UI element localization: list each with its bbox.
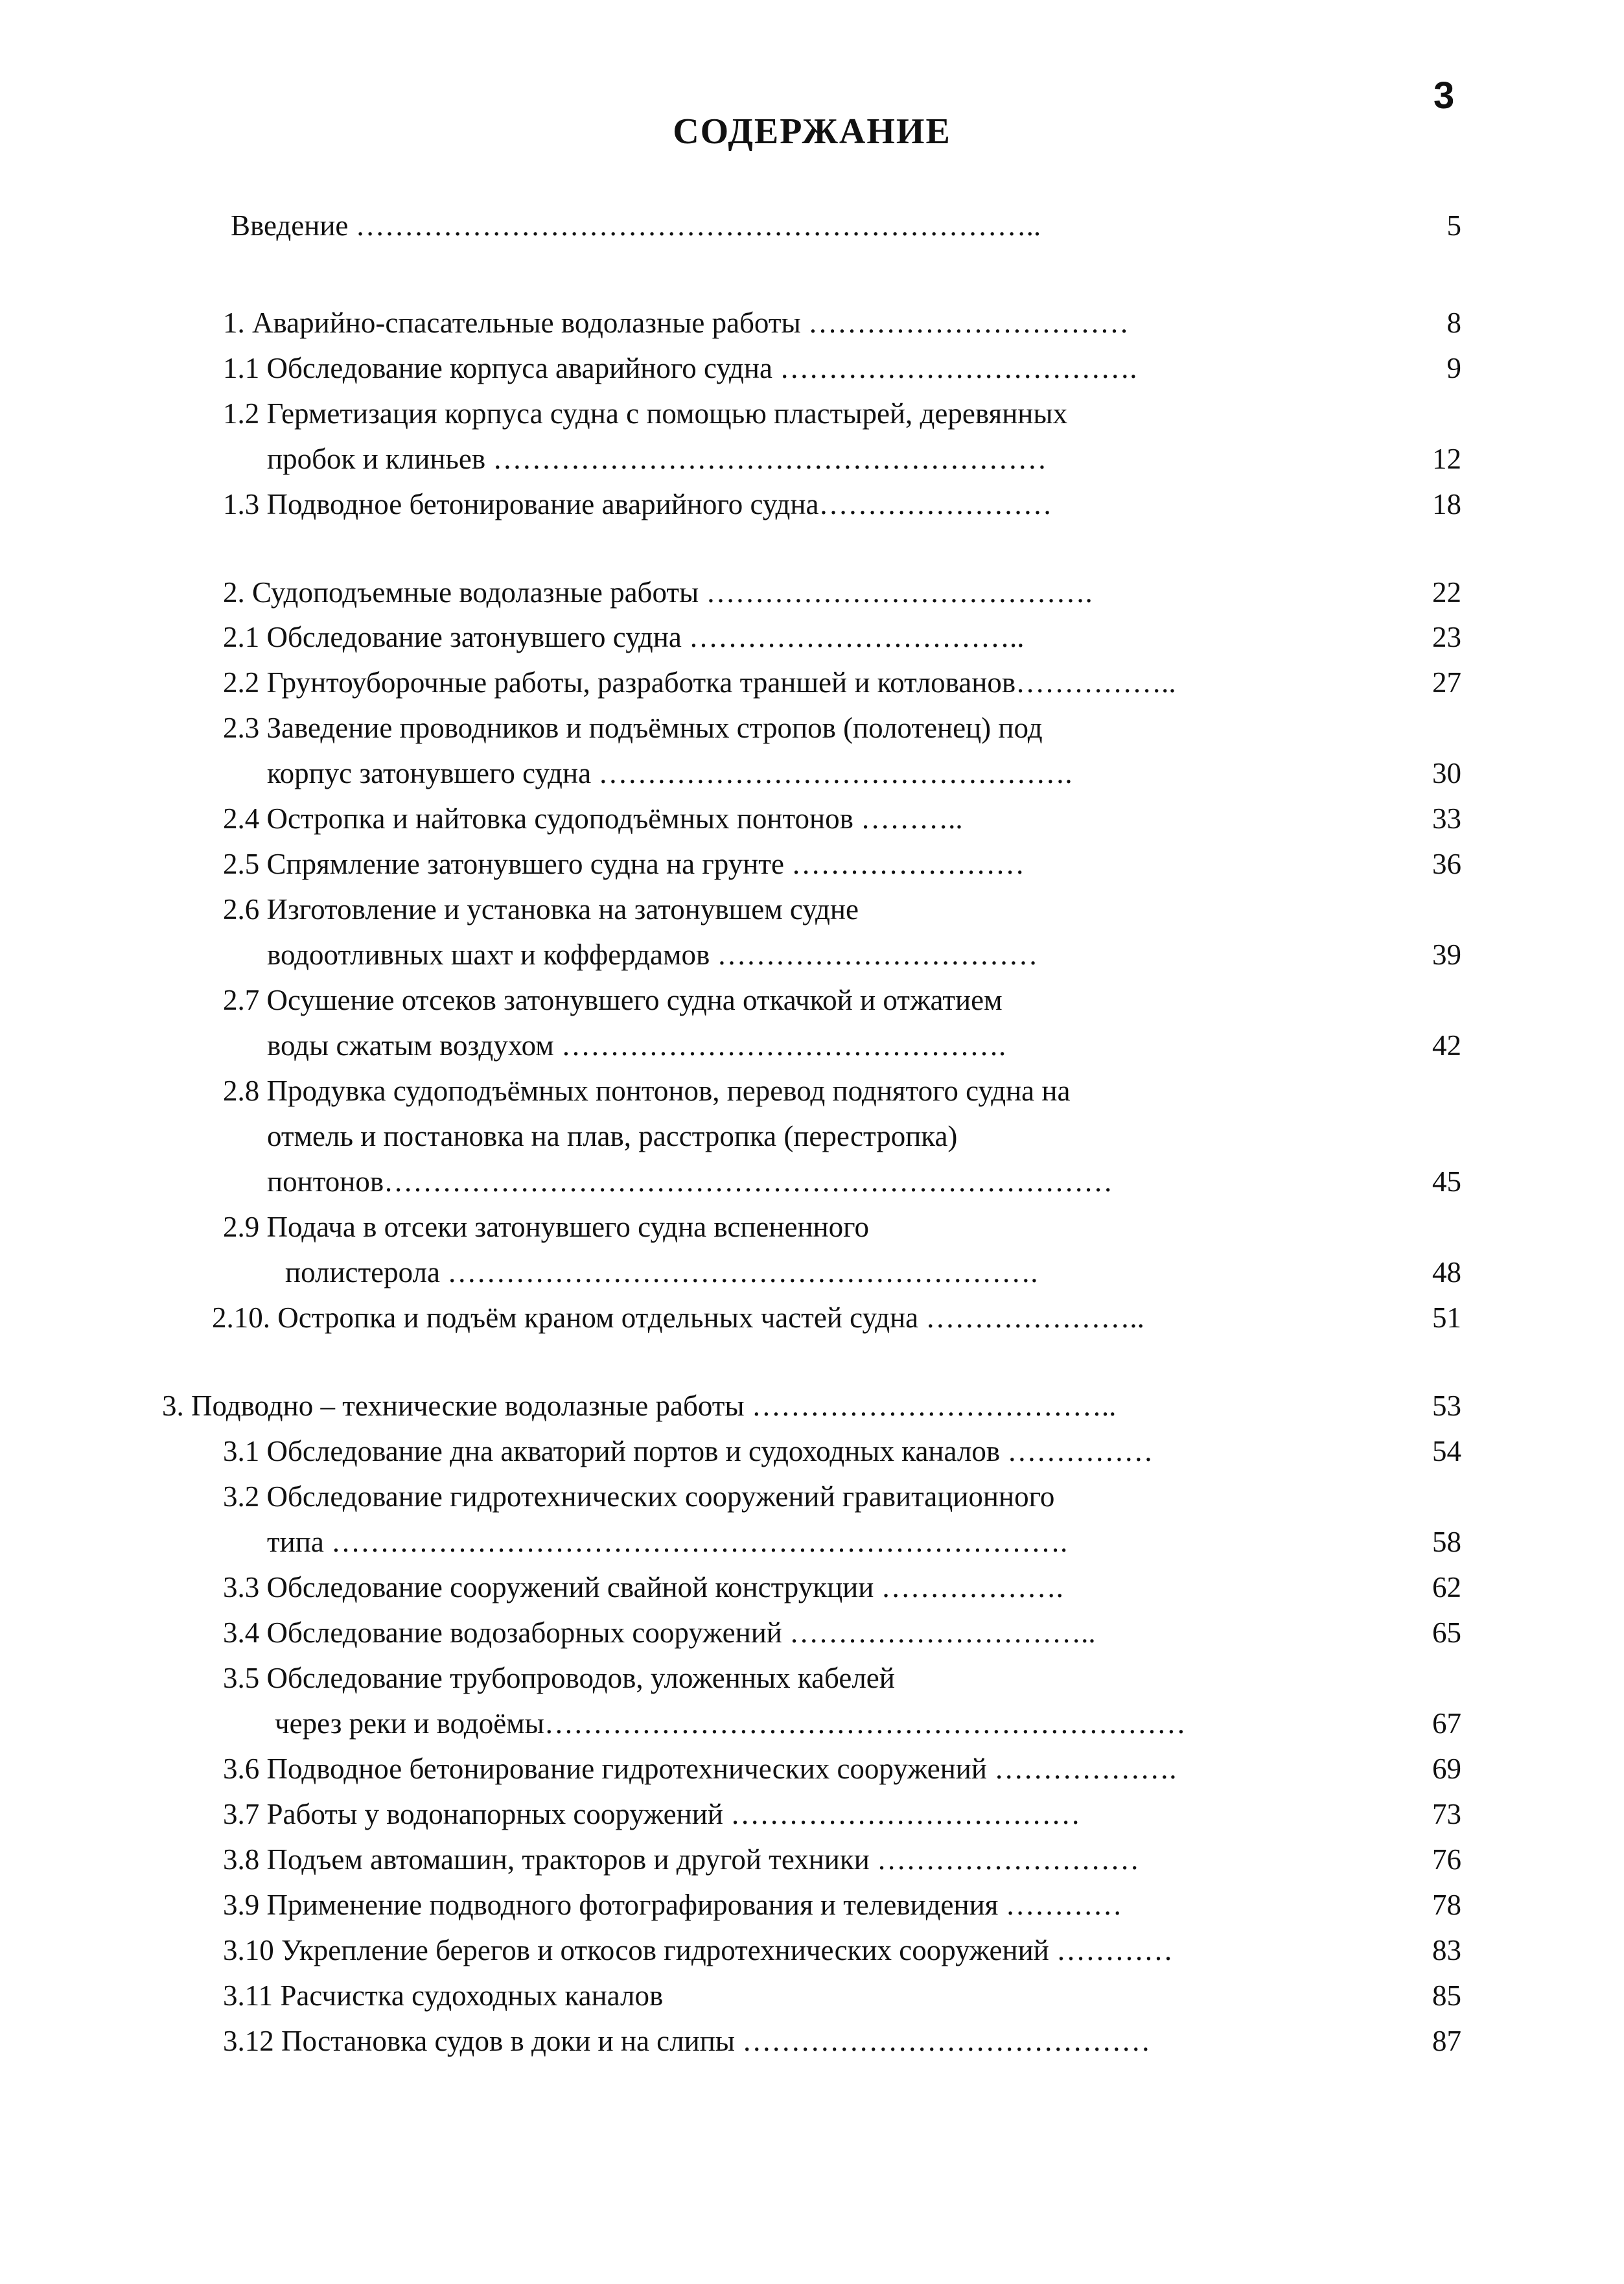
toc-entry-page: 65 <box>1432 1616 1461 1649</box>
toc-entry-page: 58 <box>1432 1526 1461 1558</box>
page-title: СОДЕРЖАНИЕ <box>673 111 951 152</box>
toc-entry-page: 36 <box>1432 848 1461 880</box>
toc-entry-title: 3.6 Подводное бетонирование гидротехнических сооружений ………………. <box>223 1753 1177 1785</box>
toc-entry-page: 48 <box>1432 1256 1461 1288</box>
toc-entry-title: 3.9 Применение подводного фотографирования и телевидения ………… <box>223 1889 1122 1921</box>
toc-entry-title: 2.3 Заведение проводников и подъёмных стропов (полотенец) под <box>223 712 1043 744</box>
toc-entry-title: 2.9 Подача в отсеки затонувшего судна вспененного <box>223 1211 869 1243</box>
toc-entry-page: 39 <box>1432 938 1461 971</box>
toc-entry-page: 51 <box>1432 1301 1461 1334</box>
toc-entry-page: 67 <box>1432 1707 1461 1740</box>
toc-entry-page: 5 <box>1446 209 1461 242</box>
toc-entry-page: 23 <box>1432 621 1461 653</box>
toc-entry-page: 76 <box>1432 1843 1461 1876</box>
toc-entry-page: 73 <box>1432 1798 1461 1830</box>
toc-entry-title: 1. Аварийно-спасательные водолазные работы …………………………… <box>223 307 1129 339</box>
toc-entry-title: воды сжатым воздухом ………………………………………. <box>267 1029 1006 1062</box>
toc-entry-page: 9 <box>1446 352 1461 384</box>
toc-entry-title: пробок и клиньев ………………………………………………… <box>267 443 1047 475</box>
toc-entry-page: 83 <box>1432 1934 1461 1966</box>
toc-entry-title: 3.11 Расчистка судоходных каналов <box>223 1979 664 2012</box>
toc-entry-title: 2.2 Грунтоуборочные работы, разработка траншей и котлованов…………….. <box>223 666 1176 699</box>
toc-entry-page: 62 <box>1432 1571 1461 1603</box>
toc-entry-title: 3.12 Постановка судов в доки и на слипы …………………………………… <box>223 2025 1151 2057</box>
toc-entry-page: 42 <box>1432 1029 1461 1062</box>
toc-entry-page: 69 <box>1432 1753 1461 1785</box>
toc-entry-title: полистерола ……………………………………………………. <box>285 1256 1038 1288</box>
toc-entry-page: 18 <box>1432 488 1461 520</box>
toc-entry-title: 2.5 Спрямление затонувшего судна на грунте …………………… <box>223 848 1025 880</box>
toc-entry-title: 3.7 Работы у водонапорных сооружений ……………………………… <box>223 1798 1081 1830</box>
toc-entry-page: 22 <box>1432 576 1461 609</box>
toc-entry-title: 3.1 Обследование дна акваторий портов и судоходных каналов …………… <box>223 1435 1154 1467</box>
toc-entry-title: 1.1 Обследование корпуса аварийного судна ………………………………. <box>223 352 1137 384</box>
toc-entry-title: 3.8 Подъем автомашин, тракторов и другой техники ……………………… <box>223 1843 1140 1876</box>
toc-entry-title: 3.4 Обследование водозаборных сооружений ………………………….. <box>223 1616 1096 1649</box>
toc-entry-title: 3. Подводно – технические водолазные работы ……………………………….. <box>162 1390 1117 1422</box>
toc-entry-title: 2.1 Обследование затонувшего судна …………………………….. <box>223 621 1025 653</box>
toc-entry-page: 12 <box>1432 443 1461 475</box>
toc-entry-title: 3.10 Укрепление берегов и откосов гидротехнических сооружений ………… <box>223 1934 1173 1966</box>
toc-entry-page: 85 <box>1432 1979 1461 2012</box>
toc-entry-page: 27 <box>1432 666 1461 699</box>
toc-entry-title: типа …………………………………………………………………. <box>267 1526 1068 1558</box>
toc-entry-page: 53 <box>1432 1390 1461 1422</box>
toc-entry-title: 2. Судоподъемные водолазные работы …………………………………. <box>223 576 1093 609</box>
toc-entry-page: 33 <box>1432 802 1461 835</box>
toc-entry-title: 2.4 Остропка и найтовка судоподъёмных понтонов ……….. <box>223 802 963 835</box>
toc-entry-page: 45 <box>1432 1165 1461 1198</box>
toc-entry-title: 1.2 Герметизация корпуса судна с помощью пластырей, деревянных <box>223 397 1068 430</box>
toc-entry-title: Введение …………………………………………………………….. <box>231 209 1041 242</box>
toc-entry-title: водоотливных шахт и коффердамов …………………………… <box>267 938 1038 971</box>
toc-entry-page: 87 <box>1432 2025 1461 2057</box>
toc-entry-title: корпус затонувшего судна …………………………………………. <box>267 757 1073 789</box>
toc-entry-title: 3.2 Обследование гидротехнических сооружений гравитационного <box>223 1480 1055 1513</box>
toc-entry-title: отмель и постановка на плав, расстропка (перестропка) <box>267 1120 958 1152</box>
toc-entry-title: 2.8 Продувка судоподъёмных понтонов, перевод поднятого судна на <box>223 1075 1071 1107</box>
toc-entry-title: через реки и водоёмы………………………………………………………… <box>275 1707 1186 1740</box>
page-number: 3 <box>1433 75 1455 117</box>
toc-entry-title: 2.10. Остропка и подъём краном отдельных частей судна ………………….. <box>212 1301 1144 1334</box>
toc-entry-title: 3.5 Обследование трубопроводов, уложенных кабелей <box>223 1662 895 1694</box>
toc-entry-title: 2.7 Осушение отсеков затонувшего судна откачкой и отжатием <box>223 984 1003 1016</box>
toc-entry-title: 1.3 Подводное бетонирование аварийного судна…………………… <box>223 488 1052 520</box>
toc-entry-title: 2.6 Изготовление и установка на затонувшем судне <box>223 893 859 926</box>
toc-entry-page: 8 <box>1446 307 1461 339</box>
toc-entry-page: 30 <box>1432 757 1461 789</box>
toc-entry-title: 3.3 Обследование сооружений свайной конструкции ………………. <box>223 1571 1063 1603</box>
toc-entry-page: 54 <box>1432 1435 1461 1467</box>
toc-entry-page: 78 <box>1432 1889 1461 1921</box>
toc-entry-title: понтонов………………………………………………………………… <box>267 1165 1113 1198</box>
